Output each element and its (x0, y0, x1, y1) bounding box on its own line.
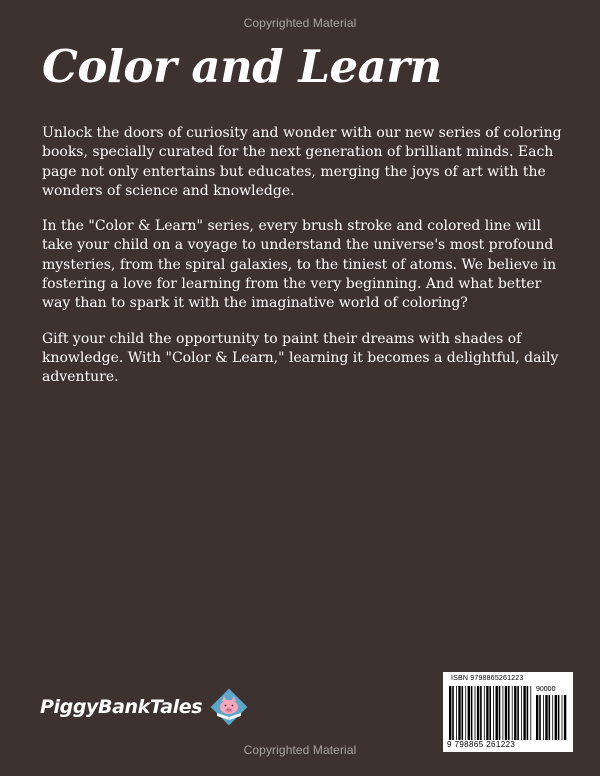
barcode-bar (493, 686, 494, 740)
barcode-bar (521, 686, 522, 740)
barcode-bar (505, 686, 507, 740)
barcode-bar (517, 686, 519, 740)
book-title: Color and Learn (42, 40, 442, 93)
barcode-bar (484, 686, 485, 740)
barcode-bar (552, 695, 553, 740)
barcode-bar (508, 686, 510, 740)
description (42, 124, 562, 404)
barcode-bar (480, 686, 482, 740)
barcode-bar (545, 695, 547, 740)
barcode-digits: 9 798865 261223 (447, 740, 516, 749)
barcode-bar (512, 686, 513, 740)
publisher-name: PiggyBankTales (40, 696, 203, 718)
barcode-bar (486, 686, 488, 740)
watermark-bottom: Copyrighted Material (243, 743, 357, 757)
barcode-bar (489, 686, 491, 740)
barcode-bar (456, 686, 457, 740)
publisher-brand (40, 686, 250, 728)
barcode-bar (475, 686, 476, 740)
barcode-bar (514, 686, 516, 740)
barcode-bar (564, 695, 566, 740)
barcode-bar (477, 686, 479, 740)
barcode-bar (523, 686, 525, 740)
barcode-bar (558, 695, 560, 740)
description-paragraph-1: Unlock the doors of curiosity and wonder with our new series of coloring books, specially curated for the next generation of brilliant minds. Each page not only entertains but educates, merging the joys of art with the wonders of science and knowledge. (42, 125, 562, 199)
barcode-bar (452, 686, 454, 740)
barcode-bar (458, 686, 460, 740)
piggy-bank-book-icon (208, 686, 250, 728)
barcode-bar (543, 695, 544, 740)
barcode-bar (449, 686, 451, 740)
barcode-bar (530, 686, 531, 740)
barcode-bar (471, 686, 473, 740)
description-paragraph-2: In the "Color & Learn" series, every brush stroke and colored line will take your child on a voyage to understand the universe's most profound mysteries, from the spiral galaxies, to the tiniest of atoms. We believe in fostering a love for learning from the very beginning. And what better way than to spark it with the imaginative world of coloring? (42, 218, 557, 312)
barcode-bar (555, 695, 557, 740)
barcode-addon-bars (536, 695, 568, 740)
watermark-top: Copyrighted Material (243, 16, 357, 30)
barcode-bar (539, 695, 541, 740)
barcode-bar (496, 686, 498, 740)
barcode-bar (527, 686, 529, 740)
description-paragraph-3: Gift your child the opportunity to paint their dreams with shades of knowledge. With "Color & Learn," learning it becomes a delightful, daily adventure. (42, 330, 559, 386)
barcode-bars (449, 686, 533, 740)
barcode-bar (465, 686, 466, 740)
price-code: 90000 (536, 686, 556, 693)
barcode-bar (562, 695, 563, 740)
barcode-bar (536, 695, 538, 740)
isbn-barcode (443, 672, 573, 752)
barcode-bar (499, 686, 501, 740)
barcode-bar (468, 686, 470, 740)
isbn-label: ISBN 9798865261223 (451, 675, 524, 682)
barcode-bar (462, 686, 464, 740)
barcode-bar (503, 686, 504, 740)
barcode-bar (549, 695, 551, 740)
